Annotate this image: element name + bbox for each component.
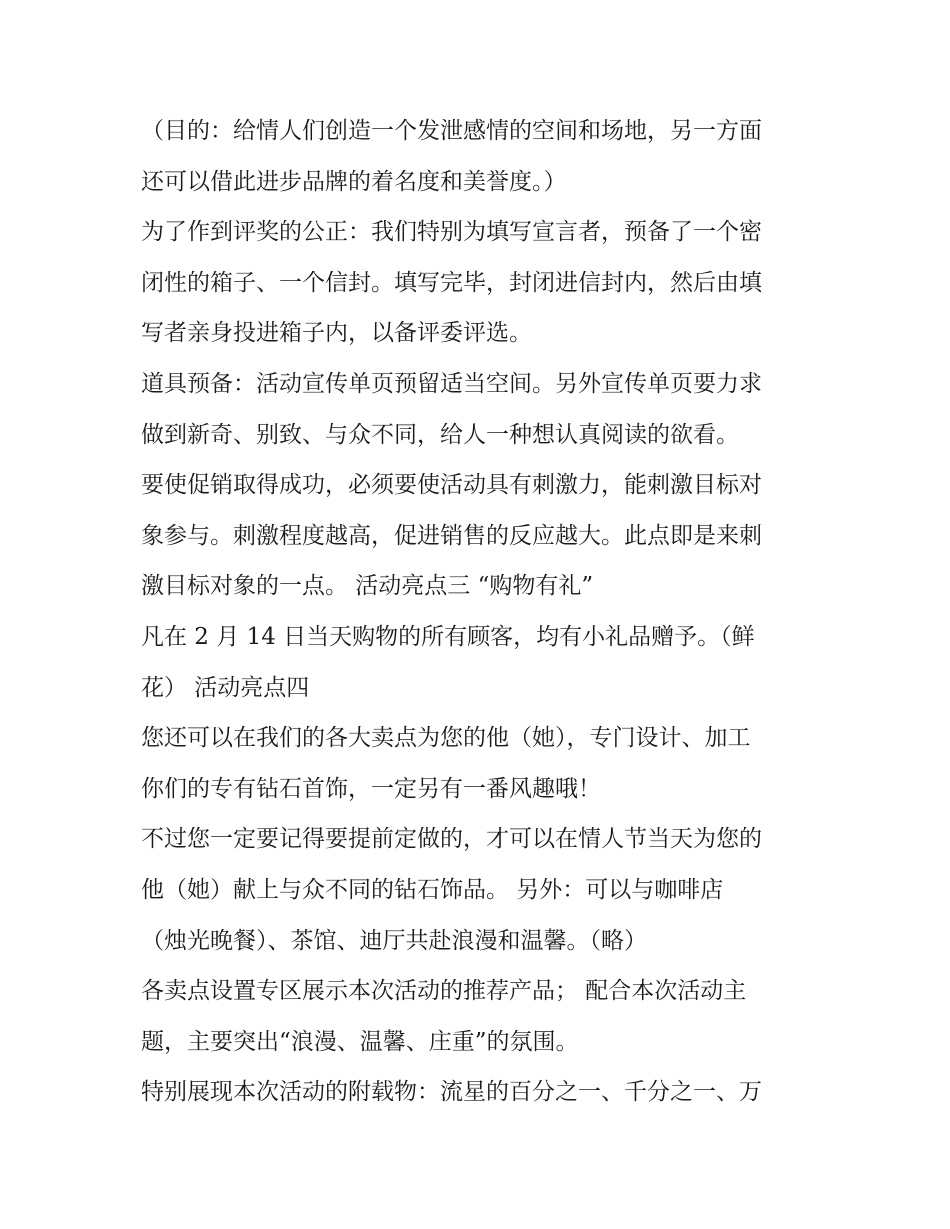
text-line: 凡在 2 月 14 日当天购物的所有顾客，均有小礼品赠予。（鲜 xyxy=(141,623,755,650)
text-line: 特别展现本次活动的附载物：流星的百分之一、千分之一、万 xyxy=(141,1079,762,1106)
text-line: 激目标对象的一点。 活动亮点三 “购物有礼” xyxy=(141,573,594,600)
text-line: 题，主要突出“浪漫、温馨、庄重”的氛围。 xyxy=(141,1028,579,1055)
text-line: 还可以借此进步品牌的着名度和美誉度。） xyxy=(141,168,567,195)
text-line: （目的：给情人们创造一个发泄感情的空间和场地，另一方面 xyxy=(141,118,762,144)
text-line: 他（她）献上与众不同的钻石饰品。 另外：可以与咖啡店 xyxy=(141,876,724,903)
text-line: 花） 活动亮点四 xyxy=(141,674,310,701)
text-line: 为了作到评奖的公正：我们特别为填写宣言者，预备了一个密 xyxy=(141,219,762,246)
text-line: 写者亲身投进箱子内，以备评委评选。 xyxy=(141,320,532,347)
text-line: 您还可以在我们的各大卖点为您的他（她），专门设计、加工 xyxy=(141,725,751,752)
text-line: 各卖点设置专区展示本次活动的推荐产品； 配合本次活动主 xyxy=(141,978,747,1005)
text-line: 要使促销取得成功，必须要使活动具有刺激力，能刺激目标对 xyxy=(141,472,762,499)
text-line: 道具预备：活动宣传单页预留适当空间。另外宣传单页要力求 xyxy=(141,370,762,397)
text-line: 做到新奇、别致、与众不同，给人一种想认真阅读的欲看。 xyxy=(141,421,739,448)
text-line: 象参与。刺激程度越高，促进销售的反应越大。此点即是来刺 xyxy=(141,522,762,549)
text-line: 闭性的箱子、一个信封。填写完毕，封闭进信封内，然后由填 xyxy=(141,269,762,296)
text-line: 不过您一定要记得要提前定做的，才可以在情人节当天为您的 xyxy=(141,826,762,853)
text-line: （烛光晚餐）、茶馆、迪厅共赴浪漫和温馨。（略） xyxy=(141,927,647,954)
text-line: 你们的专有钻石首饰，一定另有一番风趣哦！ xyxy=(141,775,601,802)
body-text xyxy=(141,106,821,1118)
